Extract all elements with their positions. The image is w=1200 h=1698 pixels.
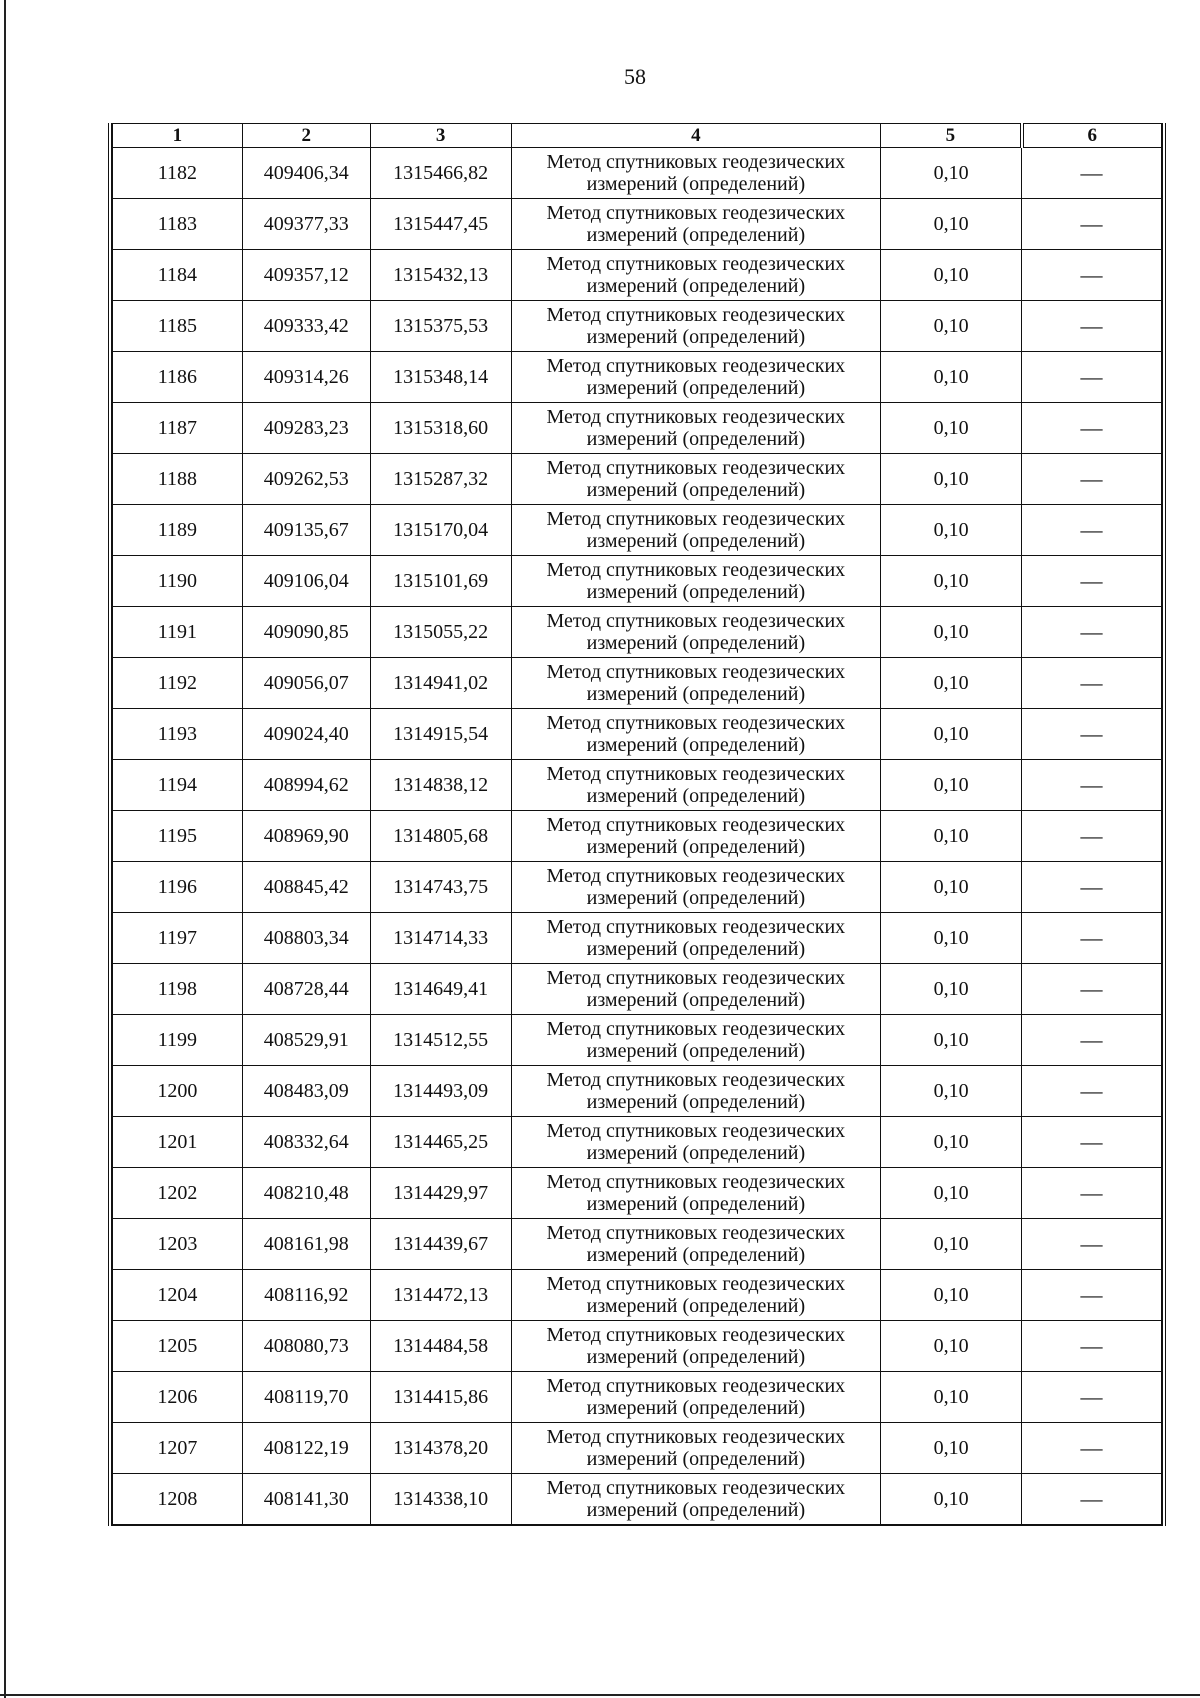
accuracy-value: 0,10 bbox=[881, 505, 1022, 556]
point-number: 1203 bbox=[113, 1219, 243, 1270]
coordinate-x: 409262,53 bbox=[242, 454, 370, 505]
point-number: 1205 bbox=[113, 1321, 243, 1372]
coordinate-y: 1314915,54 bbox=[370, 709, 511, 760]
method-text-line2: измерений (определений) bbox=[586, 734, 806, 756]
method-text-line1: Метод спутниковых геодезических bbox=[546, 763, 846, 785]
coordinate-x: 408529,91 bbox=[242, 1015, 370, 1066]
accuracy-value: 0,10 bbox=[881, 556, 1022, 607]
method-text-line1: Метод спутниковых геодезических bbox=[546, 712, 846, 734]
table-row bbox=[113, 1117, 1162, 1168]
method-cell bbox=[511, 1219, 880, 1270]
accuracy-value: 0,10 bbox=[881, 1372, 1022, 1423]
method-text-line2: измерений (определений) bbox=[586, 989, 806, 1011]
method-text-line2: измерений (определений) bbox=[586, 1346, 806, 1368]
note-dash: — bbox=[1022, 1321, 1162, 1372]
accuracy-value: 0,10 bbox=[881, 1270, 1022, 1321]
method-cell bbox=[511, 709, 880, 760]
point-number: 1197 bbox=[113, 913, 243, 964]
coordinate-x: 409333,42 bbox=[242, 301, 370, 352]
method-text-line2: измерений (определений) bbox=[586, 836, 806, 858]
coordinate-x: 408210,48 bbox=[242, 1168, 370, 1219]
coordinates-table bbox=[112, 123, 1162, 1526]
note-dash: — bbox=[1022, 1168, 1162, 1219]
table-row bbox=[113, 709, 1162, 760]
scan-edge-bottom bbox=[0, 1694, 1200, 1696]
coordinate-x: 409357,12 bbox=[242, 250, 370, 301]
coordinate-x: 408803,34 bbox=[242, 913, 370, 964]
coordinate-y: 1314941,02 bbox=[370, 658, 511, 709]
method-cell bbox=[511, 1270, 880, 1321]
method-cell bbox=[511, 454, 880, 505]
point-number: 1189 bbox=[113, 505, 243, 556]
accuracy-value: 0,10 bbox=[881, 301, 1022, 352]
method-text-line1: Метод спутниковых геодезических bbox=[546, 1273, 846, 1295]
coordinate-x: 409090,85 bbox=[242, 607, 370, 658]
coordinate-x: 409106,04 bbox=[242, 556, 370, 607]
header-col-5: 5 bbox=[881, 124, 1022, 148]
method-text-line1: Метод спутниковых геодезических bbox=[546, 1069, 846, 1091]
note-dash: — bbox=[1022, 913, 1162, 964]
point-number: 1184 bbox=[113, 250, 243, 301]
coordinate-y: 1314805,68 bbox=[370, 811, 511, 862]
method-text-line2: измерений (определений) bbox=[586, 683, 806, 705]
method-text-line1: Метод спутниковых геодезических bbox=[546, 457, 846, 479]
accuracy-value: 0,10 bbox=[881, 1117, 1022, 1168]
method-text-line1: Метод спутниковых геодезических bbox=[546, 1120, 846, 1142]
accuracy-value: 0,10 bbox=[881, 862, 1022, 913]
note-dash: — bbox=[1022, 352, 1162, 403]
table-row bbox=[113, 913, 1162, 964]
method-text-line1: Метод спутниковых геодезических bbox=[546, 1222, 846, 1244]
point-number: 1195 bbox=[113, 811, 243, 862]
table-row bbox=[113, 250, 1162, 301]
method-text-line2: измерений (определений) bbox=[586, 224, 806, 246]
method-text-line1: Метод спутниковых геодезических bbox=[546, 661, 846, 683]
coordinate-y: 1315375,53 bbox=[370, 301, 511, 352]
point-number: 1182 bbox=[113, 148, 243, 199]
method-cell bbox=[511, 1066, 880, 1117]
method-text-line1: Метод спутниковых геодезических bbox=[546, 151, 846, 173]
method-text-line2: измерений (определений) bbox=[586, 1397, 806, 1419]
accuracy-value: 0,10 bbox=[881, 1474, 1022, 1526]
method-cell bbox=[511, 607, 880, 658]
coordinate-y: 1315170,04 bbox=[370, 505, 511, 556]
coordinate-y: 1314415,86 bbox=[370, 1372, 511, 1423]
table-header-row bbox=[113, 124, 1162, 148]
point-number: 1191 bbox=[113, 607, 243, 658]
note-dash: — bbox=[1022, 250, 1162, 301]
coordinate-x: 408969,90 bbox=[242, 811, 370, 862]
accuracy-value: 0,10 bbox=[881, 1423, 1022, 1474]
coordinate-y: 1314484,58 bbox=[370, 1321, 511, 1372]
point-number: 1186 bbox=[113, 352, 243, 403]
method-cell bbox=[511, 1474, 880, 1526]
method-cell bbox=[511, 964, 880, 1015]
table-row bbox=[113, 760, 1162, 811]
method-text-line2: измерений (определений) bbox=[586, 530, 806, 552]
table-row bbox=[113, 1219, 1162, 1270]
method-text-line2: измерений (определений) bbox=[586, 1142, 806, 1164]
method-text-line2: измерений (определений) bbox=[586, 377, 806, 399]
note-dash: — bbox=[1022, 1270, 1162, 1321]
coordinate-x: 409406,34 bbox=[242, 148, 370, 199]
method-cell bbox=[511, 1015, 880, 1066]
table-row bbox=[113, 1168, 1162, 1219]
scan-edge-left bbox=[4, 0, 6, 1698]
accuracy-value: 0,10 bbox=[881, 250, 1022, 301]
accuracy-value: 0,10 bbox=[881, 403, 1022, 454]
accuracy-value: 0,10 bbox=[881, 454, 1022, 505]
table-row bbox=[113, 862, 1162, 913]
point-number: 1199 bbox=[113, 1015, 243, 1066]
point-number: 1193 bbox=[113, 709, 243, 760]
accuracy-value: 0,10 bbox=[881, 1168, 1022, 1219]
method-text-line1: Метод спутниковых геодезических bbox=[546, 1171, 846, 1193]
coordinate-y: 1314649,41 bbox=[370, 964, 511, 1015]
point-number: 1187 bbox=[113, 403, 243, 454]
point-number: 1190 bbox=[113, 556, 243, 607]
method-cell bbox=[511, 1321, 880, 1372]
point-number: 1188 bbox=[113, 454, 243, 505]
note-dash: — bbox=[1022, 556, 1162, 607]
method-text-line2: измерений (определений) bbox=[586, 1448, 806, 1470]
accuracy-value: 0,10 bbox=[881, 148, 1022, 199]
method-cell bbox=[511, 403, 880, 454]
method-text-line2: измерений (определений) bbox=[586, 887, 806, 909]
table-row bbox=[113, 148, 1162, 199]
coordinate-y: 1315101,69 bbox=[370, 556, 511, 607]
coordinate-y: 1314743,75 bbox=[370, 862, 511, 913]
method-cell bbox=[511, 505, 880, 556]
point-number: 1208 bbox=[113, 1474, 243, 1526]
coordinates-table-frame bbox=[108, 123, 1166, 1526]
header-col-2: 2 bbox=[242, 124, 370, 148]
method-text-line2: измерений (определений) bbox=[586, 173, 806, 195]
note-dash: — bbox=[1022, 1474, 1162, 1526]
coordinate-x: 408332,64 bbox=[242, 1117, 370, 1168]
point-number: 1185 bbox=[113, 301, 243, 352]
note-dash: — bbox=[1022, 505, 1162, 556]
table-row bbox=[113, 1321, 1162, 1372]
header-col-3: 3 bbox=[370, 124, 511, 148]
method-text-line1: Метод спутниковых геодезических bbox=[546, 202, 846, 224]
coordinate-y: 1314429,97 bbox=[370, 1168, 511, 1219]
table-row bbox=[113, 352, 1162, 403]
coordinate-y: 1315318,60 bbox=[370, 403, 511, 454]
accuracy-value: 0,10 bbox=[881, 811, 1022, 862]
method-cell bbox=[511, 1117, 880, 1168]
note-dash: — bbox=[1022, 658, 1162, 709]
method-cell bbox=[511, 556, 880, 607]
method-text-line1: Метод спутниковых геодезических bbox=[546, 916, 846, 938]
method-text-line2: измерений (определений) bbox=[586, 1091, 806, 1113]
coordinate-x: 409283,23 bbox=[242, 403, 370, 454]
coordinate-x: 409377,33 bbox=[242, 199, 370, 250]
coordinate-x: 408119,70 bbox=[242, 1372, 370, 1423]
method-cell bbox=[511, 148, 880, 199]
method-text-line2: измерений (определений) bbox=[586, 581, 806, 603]
table-row bbox=[113, 505, 1162, 556]
method-cell bbox=[511, 352, 880, 403]
method-text-line2: измерений (определений) bbox=[586, 1040, 806, 1062]
method-text-line2: измерений (определений) bbox=[586, 632, 806, 654]
table-row bbox=[113, 1372, 1162, 1423]
accuracy-value: 0,10 bbox=[881, 658, 1022, 709]
method-cell bbox=[511, 1423, 880, 1474]
table-body bbox=[113, 148, 1162, 1526]
accuracy-value: 0,10 bbox=[881, 964, 1022, 1015]
table-row bbox=[113, 1270, 1162, 1321]
point-number: 1183 bbox=[113, 199, 243, 250]
table-row bbox=[113, 403, 1162, 454]
coordinate-y: 1315447,45 bbox=[370, 199, 511, 250]
coordinate-x: 409056,07 bbox=[242, 658, 370, 709]
table-row bbox=[113, 1423, 1162, 1474]
table-row bbox=[113, 658, 1162, 709]
method-cell bbox=[511, 301, 880, 352]
method-text-line2: измерений (определений) bbox=[586, 1499, 806, 1521]
coordinate-y: 1314714,33 bbox=[370, 913, 511, 964]
method-text-line1: Метод спутниковых геодезических bbox=[546, 814, 846, 836]
method-cell bbox=[511, 913, 880, 964]
method-text-line2: измерений (определений) bbox=[586, 785, 806, 807]
method-text-line1: Метод спутниковых геодезических bbox=[546, 1477, 846, 1499]
point-number: 1194 bbox=[113, 760, 243, 811]
coordinate-x: 408728,44 bbox=[242, 964, 370, 1015]
coordinate-y: 1314338,10 bbox=[370, 1474, 511, 1526]
note-dash: — bbox=[1022, 1423, 1162, 1474]
accuracy-value: 0,10 bbox=[881, 199, 1022, 250]
method-text-line1: Метод спутниковых геодезических bbox=[546, 304, 846, 326]
coordinate-x: 408483,09 bbox=[242, 1066, 370, 1117]
point-number: 1198 bbox=[113, 964, 243, 1015]
table-row bbox=[113, 1066, 1162, 1117]
coordinate-y: 1314493,09 bbox=[370, 1066, 511, 1117]
coordinate-y: 1314378,20 bbox=[370, 1423, 511, 1474]
method-cell bbox=[511, 1372, 880, 1423]
note-dash: — bbox=[1022, 1372, 1162, 1423]
method-cell bbox=[511, 862, 880, 913]
method-text-line2: измерений (определений) bbox=[586, 479, 806, 501]
table-row bbox=[113, 556, 1162, 607]
page-number: 58 bbox=[624, 64, 646, 89]
table-row bbox=[113, 811, 1162, 862]
point-number: 1196 bbox=[113, 862, 243, 913]
note-dash: — bbox=[1022, 964, 1162, 1015]
coordinate-y: 1315466,82 bbox=[370, 148, 511, 199]
method-text-line1: Метод спутниковых геодезических bbox=[546, 1018, 846, 1040]
note-dash: — bbox=[1022, 148, 1162, 199]
method-cell bbox=[511, 811, 880, 862]
method-text-line1: Метод спутниковых геодезических bbox=[546, 1426, 846, 1448]
accuracy-value: 0,10 bbox=[881, 1321, 1022, 1372]
coordinate-x: 408161,98 bbox=[242, 1219, 370, 1270]
method-text-line1: Метод спутниковых геодезических bbox=[546, 559, 846, 581]
coordinate-x: 408122,19 bbox=[242, 1423, 370, 1474]
coordinate-y: 1315287,32 bbox=[370, 454, 511, 505]
point-number: 1192 bbox=[113, 658, 243, 709]
header-col-6: 6 bbox=[1022, 124, 1162, 148]
point-number: 1206 bbox=[113, 1372, 243, 1423]
coordinate-y: 1314472,13 bbox=[370, 1270, 511, 1321]
table-row bbox=[113, 454, 1162, 505]
coordinate-y: 1314439,67 bbox=[370, 1219, 511, 1270]
method-text-line1: Метод спутниковых геодезических bbox=[546, 1375, 846, 1397]
coordinate-x: 409024,40 bbox=[242, 709, 370, 760]
accuracy-value: 0,10 bbox=[881, 913, 1022, 964]
method-text-line2: измерений (определений) bbox=[586, 938, 806, 960]
point-number: 1200 bbox=[113, 1066, 243, 1117]
note-dash: — bbox=[1022, 1117, 1162, 1168]
coordinate-x: 408080,73 bbox=[242, 1321, 370, 1372]
method-text-line2: измерений (определений) bbox=[586, 1244, 806, 1266]
coordinate-y: 1314465,25 bbox=[370, 1117, 511, 1168]
method-cell bbox=[511, 250, 880, 301]
coordinate-y: 1315432,13 bbox=[370, 250, 511, 301]
coordinate-x: 408116,92 bbox=[242, 1270, 370, 1321]
note-dash: — bbox=[1022, 1066, 1162, 1117]
coordinate-y: 1315055,22 bbox=[370, 607, 511, 658]
point-number: 1202 bbox=[113, 1168, 243, 1219]
point-number: 1201 bbox=[113, 1117, 243, 1168]
note-dash: — bbox=[1022, 301, 1162, 352]
header-col-4: 4 bbox=[511, 124, 880, 148]
accuracy-value: 0,10 bbox=[881, 352, 1022, 403]
method-cell bbox=[511, 1168, 880, 1219]
coordinate-x: 408845,42 bbox=[242, 862, 370, 913]
note-dash: — bbox=[1022, 760, 1162, 811]
table-row bbox=[113, 607, 1162, 658]
coordinate-x: 408994,62 bbox=[242, 760, 370, 811]
accuracy-value: 0,10 bbox=[881, 709, 1022, 760]
method-text-line1: Метод спутниковых геодезических bbox=[546, 610, 846, 632]
table-row bbox=[113, 1474, 1162, 1526]
accuracy-value: 0,10 bbox=[881, 760, 1022, 811]
method-cell bbox=[511, 760, 880, 811]
point-number: 1204 bbox=[113, 1270, 243, 1321]
method-text-line2: измерений (определений) bbox=[586, 326, 806, 348]
method-cell bbox=[511, 199, 880, 250]
accuracy-value: 0,10 bbox=[881, 1066, 1022, 1117]
table-row bbox=[113, 964, 1162, 1015]
table-row bbox=[113, 301, 1162, 352]
header-col-1: 1 bbox=[113, 124, 243, 148]
method-text-line2: измерений (определений) bbox=[586, 1295, 806, 1317]
note-dash: — bbox=[1022, 1015, 1162, 1066]
coordinate-x: 409314,26 bbox=[242, 352, 370, 403]
point-number: 1207 bbox=[113, 1423, 243, 1474]
method-text-line2: измерений (определений) bbox=[586, 428, 806, 450]
coordinate-x: 408141,30 bbox=[242, 1474, 370, 1526]
note-dash: — bbox=[1022, 454, 1162, 505]
method-text-line2: измерений (определений) bbox=[586, 1193, 806, 1215]
method-text-line1: Метод спутниковых геодезических bbox=[546, 406, 846, 428]
coordinate-y: 1314838,12 bbox=[370, 760, 511, 811]
note-dash: — bbox=[1022, 403, 1162, 454]
note-dash: — bbox=[1022, 607, 1162, 658]
note-dash: — bbox=[1022, 199, 1162, 250]
accuracy-value: 0,10 bbox=[881, 1015, 1022, 1066]
coordinate-x: 409135,67 bbox=[242, 505, 370, 556]
method-text-line1: Метод спутниковых геодезических bbox=[546, 355, 846, 377]
note-dash: — bbox=[1022, 811, 1162, 862]
accuracy-value: 0,10 bbox=[881, 1219, 1022, 1270]
table-row bbox=[113, 199, 1162, 250]
method-text-line1: Метод спутниковых геодезических bbox=[546, 253, 846, 275]
method-text-line1: Метод спутниковых геодезических bbox=[546, 865, 846, 887]
coordinate-y: 1314512,55 bbox=[370, 1015, 511, 1066]
coordinate-y: 1315348,14 bbox=[370, 352, 511, 403]
method-text-line2: измерений (определений) bbox=[586, 275, 806, 297]
method-text-line1: Метод спутниковых геодезических bbox=[546, 967, 846, 989]
method-cell bbox=[511, 658, 880, 709]
method-text-line1: Метод спутниковых геодезических bbox=[546, 508, 846, 530]
table-row bbox=[113, 1015, 1162, 1066]
note-dash: — bbox=[1022, 709, 1162, 760]
method-text-line1: Метод спутниковых геодезических bbox=[546, 1324, 846, 1346]
accuracy-value: 0,10 bbox=[881, 607, 1022, 658]
note-dash: — bbox=[1022, 862, 1162, 913]
note-dash: — bbox=[1022, 1219, 1162, 1270]
